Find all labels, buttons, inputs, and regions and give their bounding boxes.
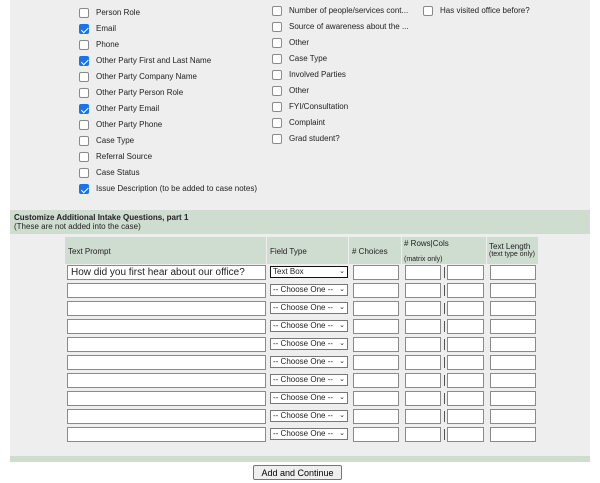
left_checks-checkbox-5[interactable]	[79, 88, 89, 98]
text-prompt-input[interactable]	[67, 391, 266, 406]
middle_checks-checkbox-8[interactable]	[272, 134, 282, 144]
text-length-input[interactable]	[490, 265, 536, 280]
field-type-select[interactable]	[270, 392, 348, 404]
text-length-input[interactable]	[490, 409, 536, 424]
middle_checks-checkbox-label: Other	[289, 38, 310, 47]
right_checks-checkbox-label: Has visited office before?	[440, 6, 530, 15]
middle_checks-checkbox-label: Case Type	[289, 54, 328, 63]
left_checks-checkbox-label: Other Party Phone	[96, 120, 163, 129]
middle_checks-checkbox-label: Grad student?	[289, 134, 340, 143]
text-length-input[interactable]	[490, 373, 536, 388]
header-choices	[349, 237, 401, 264]
rows-input[interactable]	[405, 373, 441, 388]
section-header	[10, 210, 590, 234]
header-rows-cols-label: # Rows|Cols	[404, 239, 449, 248]
text-prompt-input[interactable]	[67, 355, 266, 370]
header-text-length-note: (text type only)	[489, 251, 535, 258]
left_checks-checkbox-8[interactable]	[79, 136, 89, 146]
middle_checks-checkbox-label: Number of people/services cont...	[289, 6, 409, 15]
cols-input[interactable]	[447, 427, 484, 442]
left_checks-checkbox-label: Issue Description (to be added to case notes)	[96, 184, 257, 193]
text-length-input[interactable]	[490, 427, 536, 442]
header-field-type	[267, 237, 348, 264]
chevron-down-icon: ⌄	[339, 376, 345, 383]
middle_checks-checkbox-4[interactable]	[272, 70, 282, 80]
choices-input[interactable]	[353, 355, 399, 370]
header-field-type-label: Field Type	[270, 247, 307, 256]
cols-input[interactable]	[447, 283, 484, 298]
header-rows-cols	[402, 237, 486, 264]
field-type-value: -- Choose One --	[273, 411, 334, 420]
choices-input[interactable]	[353, 427, 399, 442]
rows-input[interactable]	[405, 337, 441, 352]
rows-input[interactable]	[405, 391, 441, 406]
rows-cols-separator	[444, 339, 445, 350]
rows-cols-separator	[444, 303, 445, 314]
add-and-continue-button[interactable]: Add and Continue	[253, 465, 342, 480]
left_checks-checkbox-label: Referral Source	[96, 152, 153, 161]
middle_checks-checkbox-3[interactable]	[272, 54, 282, 64]
rows-cols-separator	[444, 411, 445, 422]
choices-input[interactable]	[353, 409, 399, 424]
left_checks-checkbox-9[interactable]	[79, 152, 89, 162]
chevron-down-icon: ⌄	[339, 430, 345, 437]
field-type-select[interactable]	[270, 284, 348, 296]
cols-input[interactable]	[447, 265, 484, 280]
cols-input[interactable]	[447, 373, 484, 388]
rows-cols-separator	[444, 357, 445, 368]
middle_checks-checkbox-label: Source of awareness about the ...	[289, 22, 409, 31]
middle_checks-checkbox-0[interactable]	[272, 6, 282, 16]
left_checks-checkbox-label: Email	[96, 24, 117, 33]
text-prompt-input[interactable]	[67, 427, 266, 442]
left_checks-checkbox-label: Other Party Person Role	[96, 88, 184, 97]
chevron-down-icon: ⌄	[339, 394, 345, 401]
rows-cols-separator	[444, 285, 445, 296]
rows-input[interactable]	[405, 265, 441, 280]
field-type-select[interactable]	[270, 428, 348, 440]
field-type-value: -- Choose One --	[273, 375, 334, 384]
header-text-prompt-label: Text Prompt	[68, 247, 111, 256]
field-type-select[interactable]	[270, 320, 348, 332]
text-prompt-input[interactable]	[67, 337, 266, 352]
text-length-input[interactable]	[490, 355, 536, 370]
left_checks-checkbox-3[interactable]	[79, 56, 89, 66]
field-type-value: -- Choose One --	[273, 393, 334, 402]
field-type-value: -- Choose One --	[273, 285, 334, 294]
rows-input[interactable]	[405, 283, 441, 298]
rows-cols-separator	[444, 321, 445, 332]
left_checks-checkbox-label: Case Type	[96, 136, 135, 145]
text-prompt-input[interactable]	[67, 283, 266, 298]
middle_checks-checkbox-7[interactable]	[272, 118, 282, 128]
left_checks-checkbox-label: Other Party Email	[96, 104, 160, 113]
field-type-value: -- Choose One --	[273, 303, 334, 312]
choices-input[interactable]	[353, 319, 399, 334]
cols-input[interactable]	[447, 337, 484, 352]
cols-input[interactable]	[447, 301, 484, 316]
middle_checks-checkbox-label: FYI/Consultation	[289, 102, 349, 111]
choices-input[interactable]	[353, 391, 399, 406]
field-type-select[interactable]	[270, 302, 348, 314]
rows-input[interactable]	[405, 301, 441, 316]
left_checks-checkbox-10[interactable]	[79, 168, 89, 178]
section-title: Customize Additional Intake Questions, part 1	[14, 213, 189, 222]
middle_checks-checkbox-1[interactable]	[272, 22, 282, 32]
left_checks-checkbox-7[interactable]	[79, 120, 89, 130]
header-text-length	[487, 237, 538, 264]
header-rows-cols-note: (matrix only)	[404, 256, 443, 263]
choices-input[interactable]	[353, 337, 399, 352]
rows-input[interactable]	[405, 319, 441, 334]
field-type-value: -- Choose One --	[273, 321, 334, 330]
text-prompt-input[interactable]	[67, 409, 266, 424]
rows-cols-separator	[444, 375, 445, 386]
text-length-input[interactable]	[490, 337, 536, 352]
text-length-input[interactable]	[490, 319, 536, 334]
chevron-down-icon: ⌄	[339, 286, 345, 293]
rows-input[interactable]	[405, 409, 441, 424]
header-text-prompt	[65, 237, 266, 264]
rows-cols-separator	[444, 267, 445, 278]
choices-input[interactable]	[353, 373, 399, 388]
middle_checks-checkbox-label: Complaint	[289, 118, 326, 127]
text-prompt-input[interactable]	[67, 373, 266, 388]
left_checks-checkbox-label: Case Status	[96, 168, 140, 177]
text-length-input[interactable]	[490, 301, 536, 316]
field-type-value: -- Choose One --	[273, 357, 334, 366]
field-type-select[interactable]	[270, 266, 348, 278]
right_checks-checkbox-0[interactable]	[423, 6, 433, 16]
rows-cols-separator	[444, 393, 445, 404]
left_checks-checkbox-4[interactable]	[79, 72, 89, 82]
field-type-select[interactable]	[270, 374, 348, 386]
middle_checks-checkbox-5[interactable]	[272, 86, 282, 96]
field-type-value: Text Box	[273, 267, 304, 276]
left_checks-checkbox-label: Other Party First and Last Name	[96, 56, 212, 65]
cols-input[interactable]	[447, 319, 484, 334]
field-type-select[interactable]	[270, 356, 348, 368]
middle_checks-checkbox-6[interactable]	[272, 102, 282, 112]
left_checks-checkbox-6[interactable]	[79, 104, 89, 114]
choices-input[interactable]	[353, 301, 399, 316]
left_checks-checkbox-label: Phone	[96, 40, 120, 49]
left_checks-checkbox-2[interactable]	[79, 40, 89, 50]
middle_checks-checkbox-label: Involved Parties	[289, 70, 346, 79]
text-prompt-input[interactable]	[67, 319, 266, 334]
rows-input[interactable]	[405, 427, 441, 442]
cols-input[interactable]	[447, 391, 484, 406]
cols-input[interactable]	[447, 355, 484, 370]
field-type-select[interactable]	[270, 338, 348, 350]
header-text-length-label: Text Length	[489, 242, 531, 251]
text-length-input[interactable]	[490, 391, 536, 406]
text-length-input[interactable]	[490, 283, 536, 298]
header-choices-label: # Choices	[352, 247, 388, 256]
middle_checks-checkbox-2[interactable]	[272, 38, 282, 48]
section-subtitle: (These are not added into the case)	[14, 222, 141, 231]
choices-input[interactable]	[353, 283, 399, 298]
field-type-value: -- Choose One --	[273, 429, 334, 438]
chevron-down-icon: ⌄	[339, 358, 345, 365]
chevron-down-icon: ⌄	[339, 304, 345, 311]
text-prompt-input[interactable]	[67, 301, 266, 316]
field-type-value: -- Choose One --	[273, 339, 334, 348]
left_checks-checkbox-label: Other Party Company Name	[96, 72, 197, 81]
chevron-down-icon: ⌄	[339, 412, 345, 419]
field-type-select[interactable]	[270, 410, 348, 422]
chevron-down-icon: ⌄	[339, 268, 345, 275]
chevron-down-icon: ⌄	[339, 340, 345, 347]
cols-input[interactable]	[447, 409, 484, 424]
footer-bar	[10, 456, 590, 462]
rows-input[interactable]	[405, 355, 441, 370]
rows-cols-separator	[444, 429, 445, 440]
text-prompt-input[interactable]: How did you first hear about our office?	[67, 265, 266, 280]
left_checks-checkbox-1[interactable]	[79, 24, 89, 34]
left_checks-checkbox-label: Person Role	[96, 8, 141, 17]
left_checks-checkbox-0[interactable]	[79, 8, 89, 18]
left_checks-checkbox-11[interactable]	[79, 184, 89, 194]
choices-input[interactable]	[353, 265, 399, 280]
chevron-down-icon: ⌄	[339, 322, 345, 329]
middle_checks-checkbox-label: Other	[289, 86, 310, 95]
